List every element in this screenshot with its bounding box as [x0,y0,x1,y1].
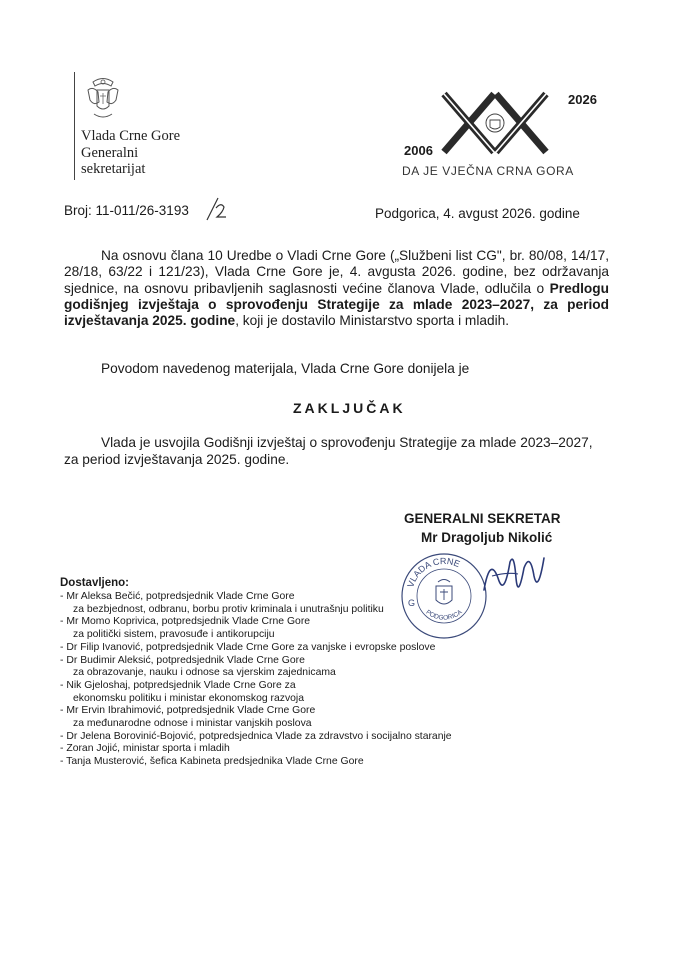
distribution-item [60,756,580,769]
distribution-item [60,705,580,730]
stamp-text-bottom: PODGORICA [424,608,464,622]
distribution-item-line1: - Nik Gjeloshaj, potpredsjednik Vlade Crne Gore za [60,679,296,691]
intro-paragraph [64,248,609,329]
distribution-item [60,743,580,756]
handwritten-suffix [203,196,229,222]
distribution-title: Dostavljeno: [60,577,130,589]
distribution-item-line2: za obrazovanje, nauku i odnose sa vjerskim zajednicama [73,667,336,679]
distribution-item [60,616,580,641]
distribution-item-line1: - Dr Budimir Aleksić, potpredsjednik Vlade Crne Gore [60,654,305,666]
distribution-item-line2: za bezbjednost, odbranu, borbu protiv kriminala i unutrašnju politiku [73,603,384,615]
stamp-letter: G [408,598,416,608]
gov-line-1: Vlada Crne Gore [81,128,181,144]
distribution-item-line2: ekonomsku politiku i ministar ekonomskog razvoja [73,692,305,704]
intro-text-2: , koji je dostavilo Ministarstvo sporta i mladih. [235,313,510,329]
distribution-item [60,731,580,744]
coat-of-arms-emblem [84,76,122,122]
conclusion-heading: ZAKLJUČAK [293,400,406,416]
distribution-item [60,680,580,705]
government-block [81,128,180,178]
distribution-item-line1: - Dr Jelena Borovinić-Bojović, potpredsjednica Vlade za zdravstvo i socijalno staranje [60,730,452,742]
distribution-item [60,591,580,616]
gov-line-3: sekretarijat [81,161,146,177]
logo-year-left: 2006 [404,143,433,158]
intro-text-1: Na osnovu člana 10 Uredbe o Vladi Crne Gore („Službeni list CG", br. 80/08, 14/17, 28/18, 63/22 i 121/23), Vlada Crne Gore je, 4. avgusta 2026. godine, bez održavanja sjednice, na osnovu pribavljenih saglasnosti većine članova Vlade, odlučila o [64,248,609,296]
distribution-item-line2: za politički sistem, pravosuđe i antikorupciju [73,629,275,641]
distribution-item-line1: - Mr Momo Koprivica, potpredsjednik Vlade Crne Gore [60,616,311,628]
distribution-list [60,591,580,769]
gov-line-2: Generalni [81,144,139,161]
povodom-sentence: Povodom navedenog materijala, Vlada Crne Gore donijela je [101,361,470,376]
distribution-item-line1: - Mr Aleksa Bečić, potpredsjednik Vlade Crne Gore [60,591,295,602]
decision-text: Vlada je usvojila Godišnji izvještaj o sprovođenju Strategije za mlade 2023–2027, za period izvještavanja 2025. godine. [64,435,593,467]
distribution-item [60,655,580,680]
logo-slogan: DA JE VJEČNA CRNA GORA [402,164,574,178]
place-and-date: Podgorica, 4. avgust 2026. godine [375,206,580,221]
distribution-item [60,642,580,655]
distribution-item-line1: - Tanja Musterović, šefica Kabineta predsjednika Vlade Crne Gore [60,756,364,768]
logo-year-right: 2026 [568,92,597,107]
reference-number: Broj: 11-011/26-3193 [64,203,189,218]
distribution-item-line1: - Dr Filip Ivanović, potpredsjednik Vlade Crne Gore za vanjske i evropske poslove [60,641,436,653]
stamp-text-top: VLADA CRNE [405,555,462,589]
intro-text-bold: Predlogu godišnjeg izvještaja o sprovođenju Strategije za mlade 2023–2027, za period izvještavanja 2025. godine [64,280,609,329]
distribution-item-line2: za međunarodne odnose i ministar vanjskih poslova [73,718,312,730]
decision-paragraph [64,434,609,468]
header-divider [74,72,75,180]
distribution-item-line1: - Mr Ervin Ibrahimović, potpredsjednik Vlade Crne Gore [60,705,316,717]
secretary-title: GENERALNI SEKRETAR [404,511,561,526]
secretary-name: Mr Dragoljub Nikolić [421,530,553,545]
distribution-item-line1: - Zoran Jojić, ministar sporta i mladih [60,743,230,755]
